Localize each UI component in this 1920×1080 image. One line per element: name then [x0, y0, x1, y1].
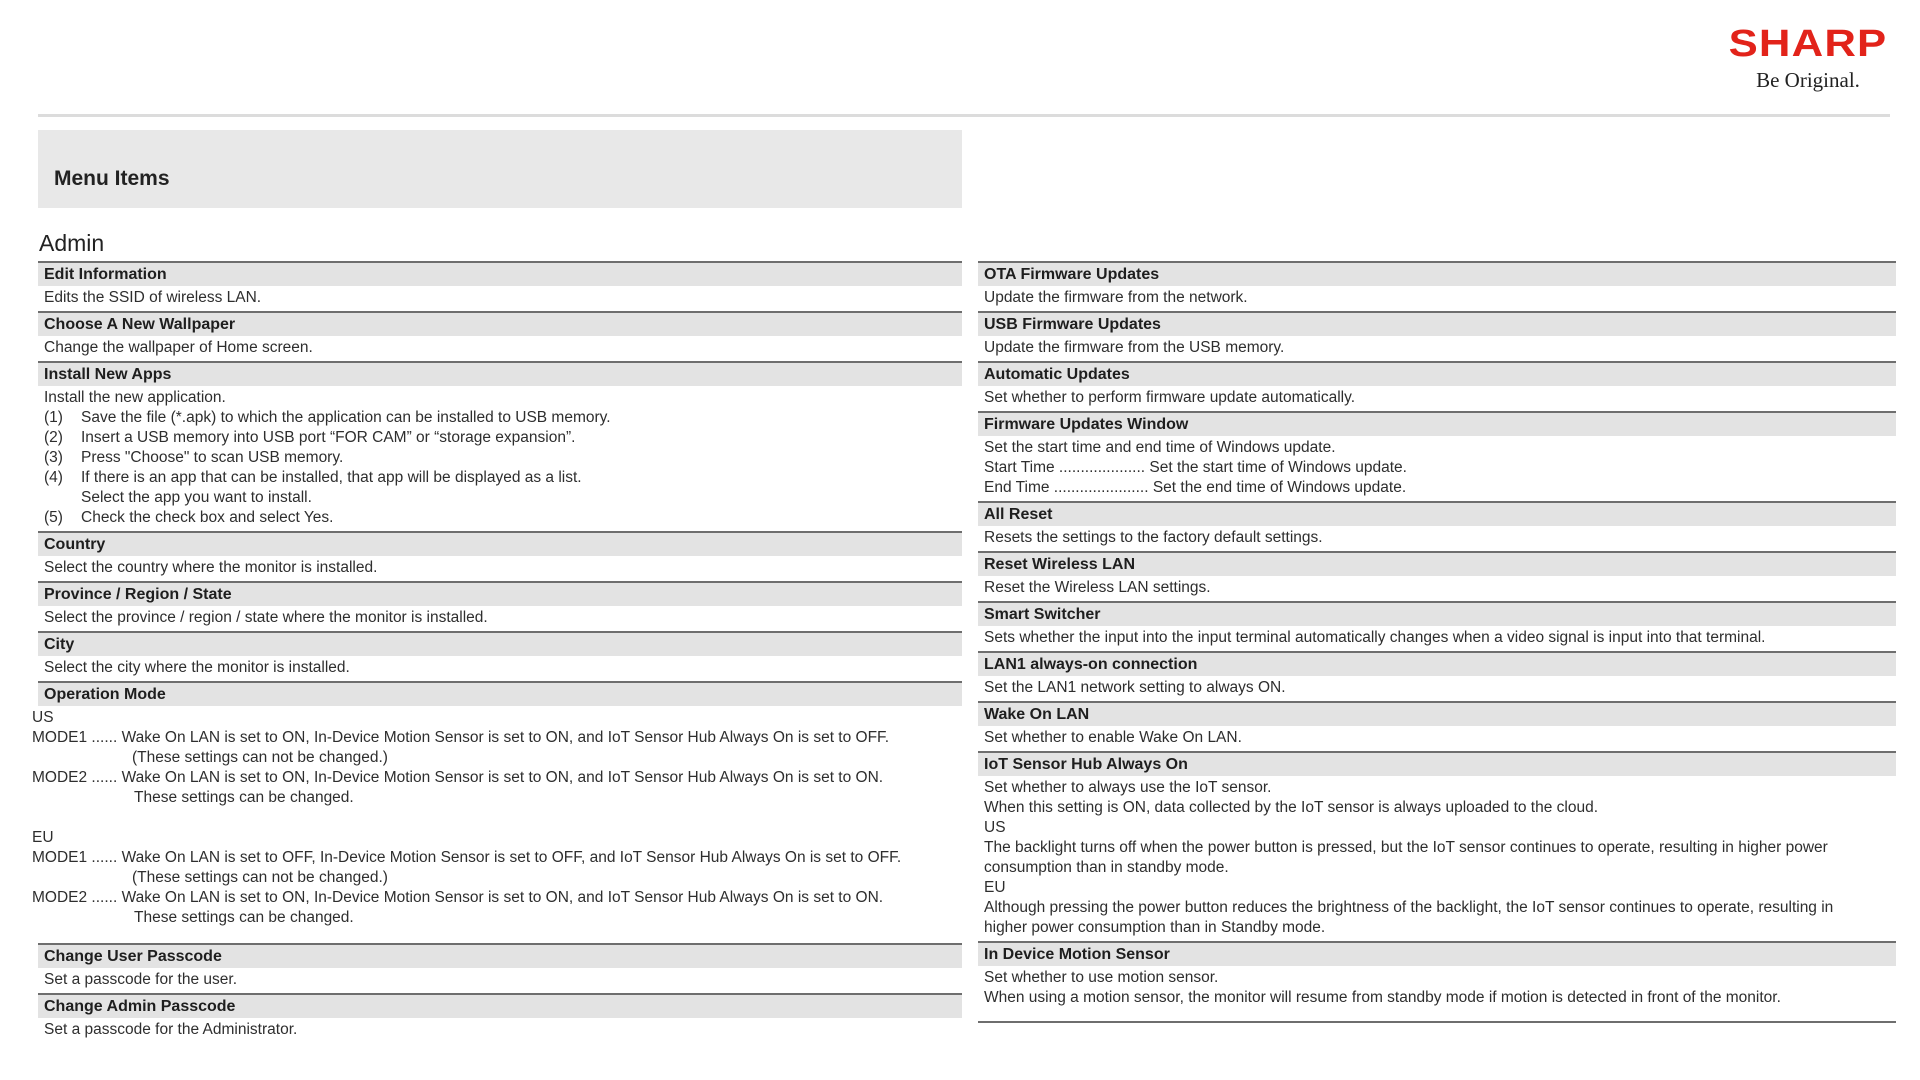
item-title: All Reset	[978, 503, 1896, 526]
item-change-user-passcode	[38, 943, 962, 993]
left-column	[32, 261, 962, 1043]
item-title: IoT Sensor Hub Always On	[978, 753, 1896, 776]
install-intro: Install the new application.	[44, 389, 226, 406]
page-title-box	[38, 130, 962, 208]
item-ota-firmware-updates	[978, 261, 1896, 311]
item-iot-sensor-hub	[978, 751, 1896, 941]
item-desc: Set a passcode for the user.	[44, 971, 238, 988]
mode-note: (These settings can not be changed.)	[132, 749, 388, 766]
item-install-new-apps	[38, 361, 962, 531]
item-city	[38, 631, 962, 681]
item-wake-on-lan	[978, 701, 1896, 751]
region-label: EU	[32, 829, 54, 846]
item-reset-wireless-lan	[978, 551, 1896, 601]
item-firmware-updates-window	[978, 411, 1896, 501]
item-title: City	[38, 633, 962, 656]
mode-note: These settings can be changed.	[134, 789, 354, 806]
item-title: Country	[38, 533, 962, 556]
install-step: (1) Save the file (*.apk) to which the application can be installed to USB memory.	[44, 409, 611, 426]
item-desc	[32, 706, 962, 943]
install-step-continued: Select the app you want to install.	[81, 489, 312, 506]
region-label: EU	[984, 879, 1006, 896]
install-step: (4) If there is an app that can be installed, that app will be displayed as a list.	[44, 469, 582, 486]
item-desc: Edits the SSID of wireless LAN.	[44, 289, 262, 306]
item-title: OTA Firmware Updates	[978, 263, 1896, 286]
item-title: Install New Apps	[38, 363, 962, 386]
page-title: Menu Items	[54, 167, 170, 190]
item-desc: Sets whether the input into the input terminal automatically changes when a video signal is input into that terminal.	[984, 629, 1766, 646]
item-desc: Resets the settings to the factory default settings.	[984, 529, 1323, 546]
item-title: Change User Passcode	[38, 945, 962, 968]
item-usb-firmware-updates	[978, 311, 1896, 361]
sharp-logo	[1718, 24, 1898, 93]
item-title: Province / Region / State	[38, 583, 962, 606]
install-step: (2) Insert a USB memory into USB port “FOR CAM” or “storage expansion”.	[44, 429, 576, 446]
item-title: Wake On LAN	[978, 703, 1896, 726]
region-label: US	[984, 819, 1006, 836]
item-desc	[38, 386, 962, 531]
mode-note: These settings can be changed.	[134, 909, 354, 926]
item-change-admin-passcode	[38, 993, 962, 1043]
spacer	[32, 808, 962, 828]
item-desc: Reset the Wireless LAN settings.	[984, 579, 1211, 596]
mode-line: MODE1 ...... Wake On LAN is set to OFF, In-Device Motion Sensor is set to OFF, and IoT Sensor Hub Always On is set to OFF.	[32, 849, 902, 866]
item-desc: Select the city where the monitor is installed.	[44, 659, 350, 676]
item-smart-switcher	[978, 601, 1896, 651]
item-desc: Set a passcode for the Administrator.	[44, 1021, 298, 1038]
install-step: (5) Check the check box and select Yes.	[44, 509, 334, 526]
item-desc: Set whether to enable Wake On LAN.	[984, 729, 1242, 746]
item-edit-information	[38, 261, 962, 311]
item-desc: Change the wallpaper of Home screen.	[44, 339, 313, 356]
right-column	[978, 261, 1896, 1023]
item-desc: Set whether to use motion sensor. When using a motion sensor, the monitor will resume from standby mode if motion is detected in front of the monitor.	[978, 966, 1896, 1021]
logo-tagline: Be Original.	[1756, 68, 1860, 92]
item-title: Edit Information	[38, 263, 962, 286]
item-desc: Set the LAN1 network setting to always ON.	[984, 679, 1286, 696]
item-title: Change Admin Passcode	[38, 995, 962, 1018]
item-title: Operation Mode	[38, 683, 962, 706]
item-automatic-updates	[978, 361, 1896, 411]
header-divider	[38, 114, 1890, 117]
item-country	[38, 531, 962, 581]
item-title: Smart Switcher	[978, 603, 1896, 626]
spacer	[32, 928, 962, 940]
start-time-line: Start Time .................... Set the start time of Windows update.	[984, 459, 1407, 476]
mode-line: MODE2 ...... Wake On LAN is set to ON, In-Device Motion Sensor is set to ON, and IoT Sensor Hub Always On is set to ON.	[32, 889, 884, 906]
end-time-line: End Time ...................... Set the end time of Windows update.	[984, 479, 1407, 496]
item-title: In Device Motion Sensor	[978, 943, 1896, 966]
item-desc: Update the firmware from the network.	[984, 289, 1248, 306]
item-title: Firmware Updates Window	[978, 413, 1896, 436]
item-title: Choose A New Wallpaper	[38, 313, 962, 336]
item-desc: Update the firmware from the USB memory.	[984, 339, 1285, 356]
item-all-reset	[978, 501, 1896, 551]
item-desc: Set the start time and end time of Windows update. Start Time .................... Set the start time of Windows update. End Time ...................... Set the end time of Windows update.	[978, 436, 1896, 501]
item-title: LAN1 always-on connection	[978, 653, 1896, 676]
item-lan1-always-on	[978, 651, 1896, 701]
item-desc: Set whether to perform firmware update automatically.	[984, 389, 1356, 406]
item-province	[38, 581, 962, 631]
logo-brand: SHARP	[1728, 23, 1888, 65]
mode-note: (These settings can not be changed.)	[132, 869, 388, 886]
mode-line: MODE2 ...... Wake On LAN is set to ON, In-Device Motion Sensor is set to ON, and IoT Sensor Hub Always On is set to ON.	[32, 769, 884, 786]
column-end-rule	[978, 1021, 1896, 1023]
spacer	[984, 1008, 1896, 1018]
install-step: (3) Press "Choose" to scan USB memory.	[44, 449, 344, 466]
region-label: US	[32, 709, 54, 726]
item-choose-wallpaper	[38, 311, 962, 361]
mode-line: MODE1 ...... Wake On LAN is set to ON, In-Device Motion Sensor is set to ON, and IoT Sensor Hub Always On is set to OFF.	[32, 729, 890, 746]
item-title: USB Firmware Updates	[978, 313, 1896, 336]
item-desc: Select the province / region / state where the monitor is installed.	[44, 609, 488, 626]
item-desc: Select the country where the monitor is installed.	[44, 559, 378, 576]
item-title: Automatic Updates	[978, 363, 1896, 386]
item-in-device-motion-sensor	[978, 941, 1896, 1021]
item-title: Reset Wireless LAN	[978, 553, 1896, 576]
item-operation-mode	[32, 681, 962, 943]
item-desc: Set whether to always use the IoT sensor. When this setting is ON, data collected by the IoT sensor is always uploaded to the cloud. US The backlight turns off when the power button is pressed, but the IoT sensor continues to operate, resulting in higher power consumption than in standby mode. EU Although pressing the power button reduces the brightness of the backlight, the IoT sensor continues to operate, resulting in higher power consumption than in Standby mode.	[978, 776, 1896, 941]
section-title: Admin	[39, 230, 105, 256]
